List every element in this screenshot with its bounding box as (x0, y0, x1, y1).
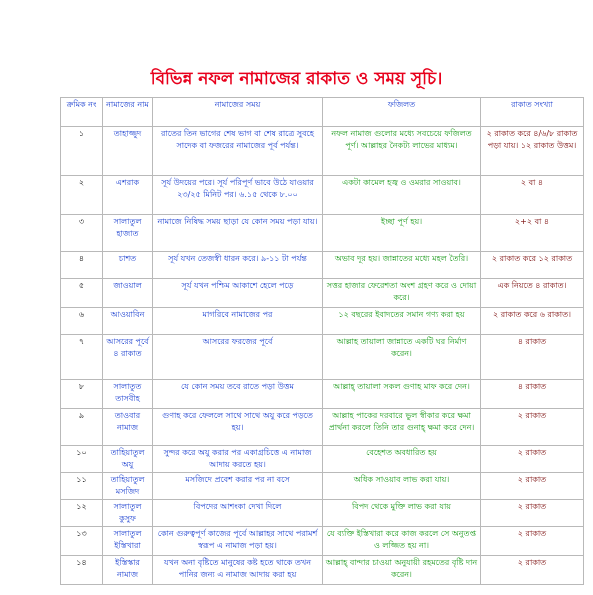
table-row (61, 215, 584, 252)
cell-name: এশরাক (103, 176, 153, 215)
cell-rakat: ২ রাকাত করে ১২ রাকাত (481, 252, 584, 279)
cell-name: তাহিয়াতুল মসজিদ (103, 473, 153, 500)
cell-time: মাগরিবে নামাজের পর (153, 308, 323, 335)
prayer-table (60, 97, 584, 585)
table-row (61, 176, 584, 215)
cell-serial: ৩ (61, 215, 103, 252)
header-virtue: ফজিলত (323, 98, 481, 127)
cell-serial: ৪ (61, 252, 103, 279)
table-row (61, 380, 584, 409)
table-row (61, 335, 584, 380)
cell-virtue: সত্তর হাজার ফেরেশতা অংশ গ্রহণ করে ও দোয়া করে। (323, 279, 481, 308)
page-title: বিভিন্ন নফল নামাজের রাকাত ও সময় সূচি। (150, 69, 443, 89)
cell-serial: ৯ (61, 409, 103, 446)
cell-name: সালাতুত তাসবীহ (103, 380, 153, 409)
cell-name: সালাতুল কুসুফ (103, 500, 153, 527)
cell-rakat: ২ রাকাত করে ৬ রাকাত। (481, 308, 584, 335)
cell-time: সূর্য যখন পশ্চিম আকাশে হেলে পড়ে (153, 279, 323, 308)
table-row (61, 127, 584, 176)
cell-name: জাওয়াল (103, 279, 153, 308)
table-row (61, 252, 584, 279)
cell-virtue: অভাব দূর হয়। জান্নাতের মধ্যে মহল তৈরি। (323, 252, 481, 279)
table-row (61, 556, 584, 585)
cell-name: তাহাজ্জুদ (103, 127, 153, 176)
cell-name: চাশত (103, 252, 153, 279)
table-row (61, 446, 584, 473)
cell-rakat: ২ রাকাত (481, 500, 584, 527)
cell-rakat: ২ রাকাত (481, 556, 584, 585)
cell-virtue: বিপদ থেকে মুক্তি লাভ করা যায় (323, 500, 481, 527)
table-row (61, 500, 584, 527)
table-row (61, 279, 584, 308)
cell-name: আসরের পূর্বে ৪ রাকাত (103, 335, 153, 380)
cell-time: যে কোন সময় তবে রাতে পড়া উত্তম (153, 380, 323, 409)
cell-serial: ১৪ (61, 556, 103, 585)
cell-time: যখন অনা বৃষ্টিতে মানুষের কষ্ট হতে থাকে তখন পানির জন্য এ নামাজ আদায় করা হয় (153, 556, 323, 585)
cell-name: ইস্তিস্কার নামাজ (103, 556, 153, 585)
header-name: নামাজের নাম (103, 98, 153, 127)
cell-name: তাহিয়াতুল অযু (103, 446, 153, 473)
cell-rakat: ২+২ বা ৪ (481, 215, 584, 252)
cell-rakat: ২ রাকাত (481, 527, 584, 556)
cell-serial: ১ (61, 127, 103, 176)
header-serial: ক্রমিক নং (61, 98, 103, 127)
cell-rakat: ২ রাকাত (481, 446, 584, 473)
cell-rakat: ৪ রাকাত (481, 335, 584, 380)
cell-serial: ৫ (61, 279, 103, 308)
cell-virtue: অধিক সাওয়াব লাভ করা যায়। (323, 473, 481, 500)
table-row (61, 527, 584, 556)
cell-serial: ২ (61, 176, 103, 215)
cell-rakat: ৪ রাকাত (481, 380, 584, 409)
cell-time: কোন গুরুত্বপূর্ণ কাজের পূর্বে আল্লাহর সাথে পরামর্শ স্বরূপ এ নামাজ পড়া হয়। (153, 527, 323, 556)
cell-time: রাতের তিন ভাগের শেষ ভাগ বা শেষ রাত্রে সুবহে সাদেক বা ফজরের নামাজের পূর্ব পর্যন্ত। (153, 127, 323, 176)
cell-time: সূর্য যখন তেজস্বী ধারন করে। ৯-১১ টা পর্যন্ত (153, 252, 323, 279)
table-row (61, 473, 584, 500)
cell-virtue: নফল নামাজ গুলোর মধ্যে সবচেয়ে ফজিলত পূর্ণ। আল্লাহর নৈকট্য লাভের মাধ্যম। (323, 127, 481, 176)
cell-time: সুন্দর করে অযু করার পর একাগ্রচিত্তে এ নামাজ আদায় করতে হয়। (153, 446, 323, 473)
table-header-row (61, 98, 584, 127)
cell-virtue: যে ব্যক্তি ইস্তিখারা করে কাজ করলে সে অনুতপ্ত ও লজ্জিত হয় না। (323, 527, 481, 556)
cell-serial: ৬ (61, 308, 103, 335)
header-time: নামাজের সময় (153, 98, 323, 127)
cell-name: সালাতুল ইস্তিখারা (103, 527, 153, 556)
cell-virtue: আল্লাহ তায়ালা জান্নাতে একটি ঘর নির্মাণ করেন। (323, 335, 481, 380)
cell-rakat: ২ রাকাত করে ৪/৬/৮ রাকাত পড়া যায়। ১২ রাকাত উত্তম। (481, 127, 584, 176)
cell-name: তাওবার নামাজ (103, 409, 153, 446)
cell-virtue: একটা কামেল হজ্ব ও ওমরার সাওয়াব। (323, 176, 481, 215)
cell-serial: ১৩ (61, 527, 103, 556)
cell-time: সূর্য উদয়ের পরে। সূর্য পরিপূর্ণ ভাবে উঠে যাওয়ার ২৩/২৫ মিনিট পর। ৬.১৫ থেকে ৮.০০ (153, 176, 323, 215)
cell-serial: ১১ (61, 473, 103, 500)
cell-time: নামাজে নিষিদ্ধ সময় ছাড়া যে কোন সময় পড়া যায়। (153, 215, 323, 252)
cell-virtue: ইচ্ছা পূর্ণ হয়। (323, 215, 481, 252)
table-row (61, 308, 584, 335)
cell-virtue: বেহেশত অবধারিত হয় (323, 446, 481, 473)
header-rakat: রাকাত সংখ্যা (481, 98, 584, 127)
cell-rakat: এক নিয়তে ৪ রাকাত। (481, 279, 584, 308)
cell-time: মসজিদে প্রবেশ করার পর না বসে (153, 473, 323, 500)
cell-virtue: আল্লাহ পাকের দরবারে ভুল স্বীকার করে ক্ষমা প্রার্থনা করলে তিনি তার গুনাহ্‌ ক্ষমা করে দেন। (323, 409, 481, 446)
cell-virtue: আল্লাহ্‌ তায়ালা সকল গুণাহ মাফ করে দেন। (323, 380, 481, 409)
cell-name: আওয়াবিন (103, 308, 153, 335)
cell-serial: ৭ (61, 335, 103, 380)
cell-rakat: ২ রাকাত (481, 409, 584, 446)
cell-rakat: ২ রাকাত (481, 473, 584, 500)
cell-virtue: ১২ বছরের ইবাদতের সমান গণ্য করা হয় (323, 308, 481, 335)
cell-serial: ১২ (61, 500, 103, 527)
cell-time: গুণাহ করে ফেললে সাথে সাথে অযু করে পড়তে হয়। (153, 409, 323, 446)
cell-serial: ৮ (61, 380, 103, 409)
cell-rakat: ২ বা ৪ (481, 176, 584, 215)
cell-time: বিপদের আশংকা দেখা দিলে (153, 500, 323, 527)
cell-serial: ১০ (61, 446, 103, 473)
cell-time: আসরের ফরজের পূর্বে (153, 335, 323, 380)
table-row (61, 409, 584, 446)
cell-virtue: আল্লাহ্‌ বান্দার চাওয়া অনুযায়ী রহমতের বৃষ্টি দান করেন। (323, 556, 481, 585)
cell-name: সালাতুল হাজাত (103, 215, 153, 252)
